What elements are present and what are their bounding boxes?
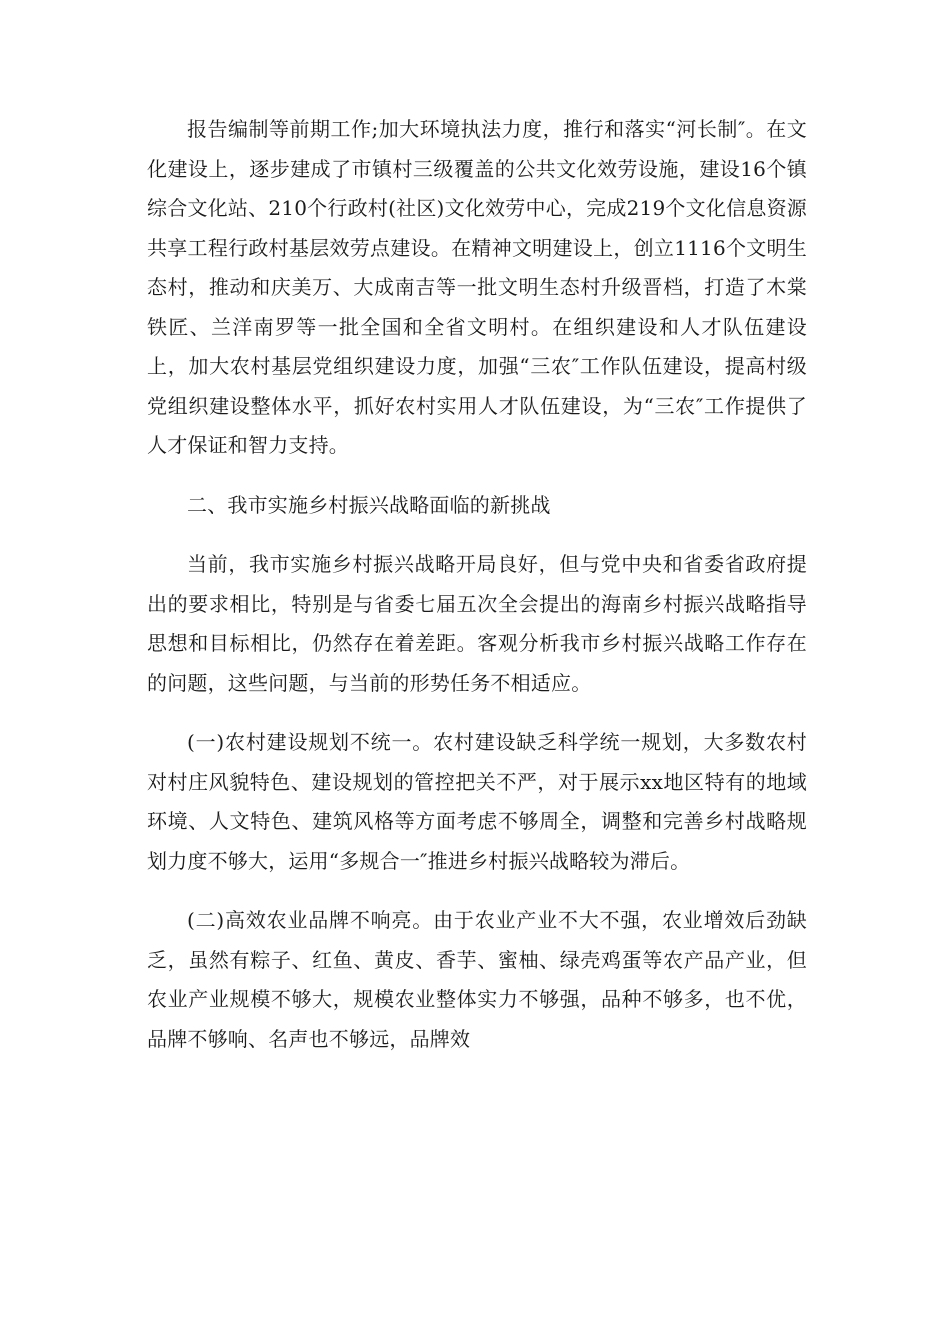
body-paragraph: (二)高效农业品牌不响亮。由于农业产业不大不强，农业增效后劲缺乏，虽然有粽子、红鱼、黄皮、香芋、蜜柚、绿壳鸡蛋等农产品产业，但农业产业规模不够大，规模农业整体实力不够强，品种不够多，也不优，品牌不够响、名声也不够远，品牌效 [147,908,807,1051]
body-paragraph: 当前，我市实施乡村振兴战略开局良好，但与党中央和省委省政府提出的要求相比，特别是与省委七届五次全会提出的海南乡村振兴战略指导思想和目标相比，仍然存在着差距。客观分析我市乡村振兴战略工作存在的问题，这些问题，与当前的形势任务不相适应。 [147,552,807,695]
body-paragraph: 报告编制等前期工作;加大环境执法力度，推行和落实“河长制″。在文化建设上，逐步建成了市镇村三级覆盖的公共文化效劳设施，建设16个镇综合文化站、210个行政村(社区)文化效劳中心，完成219个文化信息资源共享工程行政村基层效劳点建设。在精神文明建设上，创立1116个文明生态村，推动和庆美万、大成南吉等一批文明生态村升级晋档，打造了木棠铁匠、兰洋南罗等一批全国和全省文明村。在组织建设和人才队伍建设上，加大农村基层党组织建设力度，加强“三农″工作队伍建设，提高村级党组织建设整体水平，抓好农村实用人才队伍建设，为“三农″工作提供了人才保证和智力支持。 [147,117,807,457]
body-paragraph: (一)农村建设规划不统一。农村建设缺乏科学统一规划，大多数农村对村庄风貌特色、建设规划的管控把关不严，对于展示xx地区特有的地域环境、人文特色、建筑风格等方面考虑不够周全，调整和完善乡村战略规划力度不够大，运用“多规合一″推进乡村振兴战略较为滞后。 [147,730,807,873]
section-heading: 二、我市实施乡村振兴战略面临的新挑战 [187,492,551,517]
document-page [147,110,807,1079]
